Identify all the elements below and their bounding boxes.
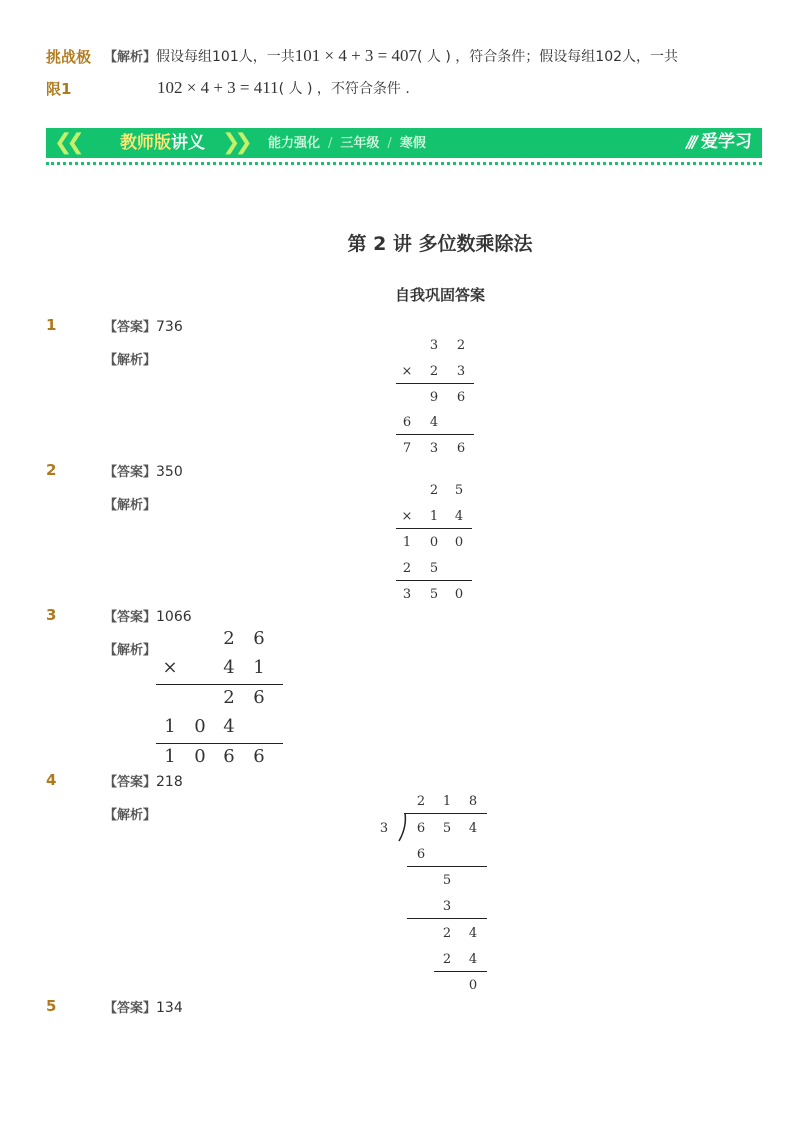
calc-rule-line bbox=[396, 528, 472, 529]
calc-rule-line bbox=[156, 684, 283, 685]
digit: 4 bbox=[223, 657, 235, 678]
digit: 0 bbox=[454, 535, 464, 550]
digit: 3 bbox=[429, 338, 439, 353]
answer-value: 134 bbox=[156, 1000, 183, 1016]
digit: 6 bbox=[416, 847, 426, 862]
digit: 4 bbox=[468, 952, 478, 967]
brand-mark-icon: /// bbox=[686, 132, 695, 151]
calc-rule-line bbox=[396, 434, 474, 435]
digit: 6 bbox=[253, 628, 265, 649]
answer-line bbox=[104, 316, 183, 335]
digit: 5 bbox=[454, 483, 464, 498]
digit: 2 bbox=[456, 338, 466, 353]
digit: 1 bbox=[164, 716, 176, 737]
digit: 1 bbox=[429, 509, 439, 524]
digit: 2 bbox=[223, 628, 235, 649]
digit: 4 bbox=[429, 415, 439, 430]
digit: 6 bbox=[223, 746, 235, 767]
digit: 3 bbox=[456, 364, 466, 379]
digit: 0 bbox=[194, 746, 206, 767]
digit: 0 bbox=[454, 587, 464, 602]
times-sign: × bbox=[162, 657, 178, 678]
brand-logo bbox=[686, 131, 752, 153]
digit: 8 bbox=[468, 794, 478, 809]
answer-value: 736 bbox=[156, 319, 183, 335]
analysis-label: 【解析】 bbox=[104, 50, 157, 65]
digit: 5 bbox=[442, 873, 452, 888]
calc-rule-line bbox=[407, 918, 487, 919]
digit: 4 bbox=[468, 821, 478, 836]
challenge-analysis-line2 bbox=[157, 78, 410, 98]
digit: 2 bbox=[223, 687, 235, 708]
digit: 4 bbox=[223, 716, 235, 737]
challenge-analysis-line1 bbox=[104, 46, 678, 66]
digit: 6 bbox=[456, 441, 466, 456]
digit: 7 bbox=[402, 441, 412, 456]
digit: 0 bbox=[194, 716, 206, 737]
calc-rule-line bbox=[396, 580, 472, 581]
answer-label: 【答案】 bbox=[104, 465, 157, 480]
answer-label: 【答案】 bbox=[104, 610, 157, 625]
brand-name: 爱学习 bbox=[701, 132, 752, 152]
digit: 2 bbox=[442, 952, 452, 967]
answer-line bbox=[104, 461, 183, 480]
digit: 2 bbox=[416, 794, 426, 809]
section-title: 自我巩固答案 bbox=[394, 286, 485, 304]
digit: 3 bbox=[429, 441, 439, 456]
analysis-label: 【解析】 bbox=[104, 643, 157, 658]
breadcrumb bbox=[268, 137, 426, 151]
digit: 4 bbox=[454, 509, 464, 524]
digit: 6 bbox=[402, 415, 412, 430]
digit: 2 bbox=[442, 926, 452, 941]
breadcrumb-separator: / bbox=[387, 136, 392, 151]
calc-rule-line bbox=[434, 971, 487, 972]
digit: 6 bbox=[253, 687, 265, 708]
digit: 5 bbox=[429, 561, 439, 576]
digit: 3 bbox=[379, 821, 389, 836]
times-sign: × bbox=[401, 364, 413, 379]
calc-rule-line bbox=[407, 866, 487, 867]
problem-number: 1 bbox=[46, 316, 57, 334]
answer-label: 【答案】 bbox=[104, 320, 157, 335]
challenge-text-c: ( 人 ) ，不符合条件 . bbox=[278, 81, 410, 97]
analysis-label: 【解析】 bbox=[104, 498, 157, 513]
digit: 6 bbox=[416, 821, 426, 836]
answer-label: 【答案】 bbox=[104, 775, 157, 790]
header-banner bbox=[46, 128, 762, 158]
banner-title-highlight: 教师版 bbox=[120, 133, 171, 153]
digit: 1 bbox=[253, 657, 265, 678]
problem-number: 3 bbox=[46, 606, 57, 624]
problem-number: 2 bbox=[46, 461, 57, 479]
banner-title bbox=[120, 133, 205, 153]
digit: 3 bbox=[442, 899, 452, 914]
answer-value: 1066 bbox=[156, 609, 192, 625]
digit: 4 bbox=[468, 926, 478, 941]
problem-number: 5 bbox=[46, 997, 57, 1015]
digit: 0 bbox=[468, 978, 478, 993]
answer-value: 218 bbox=[156, 774, 183, 790]
answer-line bbox=[104, 606, 192, 625]
digit: 5 bbox=[442, 821, 452, 836]
challenge-text-b: ( 人 ) ，符合条件；假设每组102人，一共 bbox=[417, 49, 679, 65]
banner-dotted-divider bbox=[46, 162, 762, 165]
calc-rule-line bbox=[396, 383, 474, 384]
digit: 5 bbox=[429, 587, 439, 602]
digit: 1 bbox=[164, 746, 176, 767]
lecture-title: 第 2 讲 多位数乘除法 bbox=[347, 233, 533, 255]
analysis-label: 【解析】 bbox=[104, 353, 157, 368]
answer-line bbox=[104, 771, 183, 790]
digit: 2 bbox=[429, 364, 439, 379]
digit: 2 bbox=[429, 483, 439, 498]
double-chevron-right-icon: ❯❯ bbox=[222, 130, 247, 155]
challenge-text-a: 假设每组101人，一共 bbox=[156, 49, 295, 65]
digit: 1 bbox=[442, 794, 452, 809]
digit: 9 bbox=[429, 390, 439, 405]
banner-title-rest: 讲义 bbox=[171, 133, 205, 153]
breadcrumb-item: 三年级 bbox=[340, 136, 380, 151]
breadcrumb-separator: / bbox=[328, 136, 333, 151]
times-sign: × bbox=[401, 509, 413, 524]
analysis-label: 【解析】 bbox=[104, 808, 157, 823]
digit: 6 bbox=[253, 746, 265, 767]
problem-number: 4 bbox=[46, 771, 57, 789]
challenge-math-a: 101 × 4 + 3 = 407 bbox=[294, 46, 418, 65]
digit: 0 bbox=[429, 535, 439, 550]
double-chevron-left-icon: ❮❮ bbox=[54, 130, 79, 155]
division-bracket-icon bbox=[396, 812, 408, 842]
challenge-math-b: 102 × 4 + 3 = 411 bbox=[157, 78, 279, 97]
digit: 1 bbox=[402, 535, 412, 550]
calc-rule-line bbox=[404, 813, 487, 814]
answer-label: 【答案】 bbox=[104, 1001, 157, 1016]
challenge-tag-line2: 限1 bbox=[46, 80, 72, 98]
answer-line bbox=[104, 997, 183, 1016]
digit: 3 bbox=[402, 587, 412, 602]
digit: 2 bbox=[402, 561, 412, 576]
breadcrumb-item: 寒假 bbox=[399, 136, 426, 151]
breadcrumb-item: 能力强化 bbox=[268, 136, 321, 151]
answer-value: 350 bbox=[156, 464, 183, 480]
digit: 6 bbox=[456, 390, 466, 405]
challenge-tag-line1: 挑战极 bbox=[46, 48, 92, 66]
calc-rule-line bbox=[156, 743, 283, 744]
